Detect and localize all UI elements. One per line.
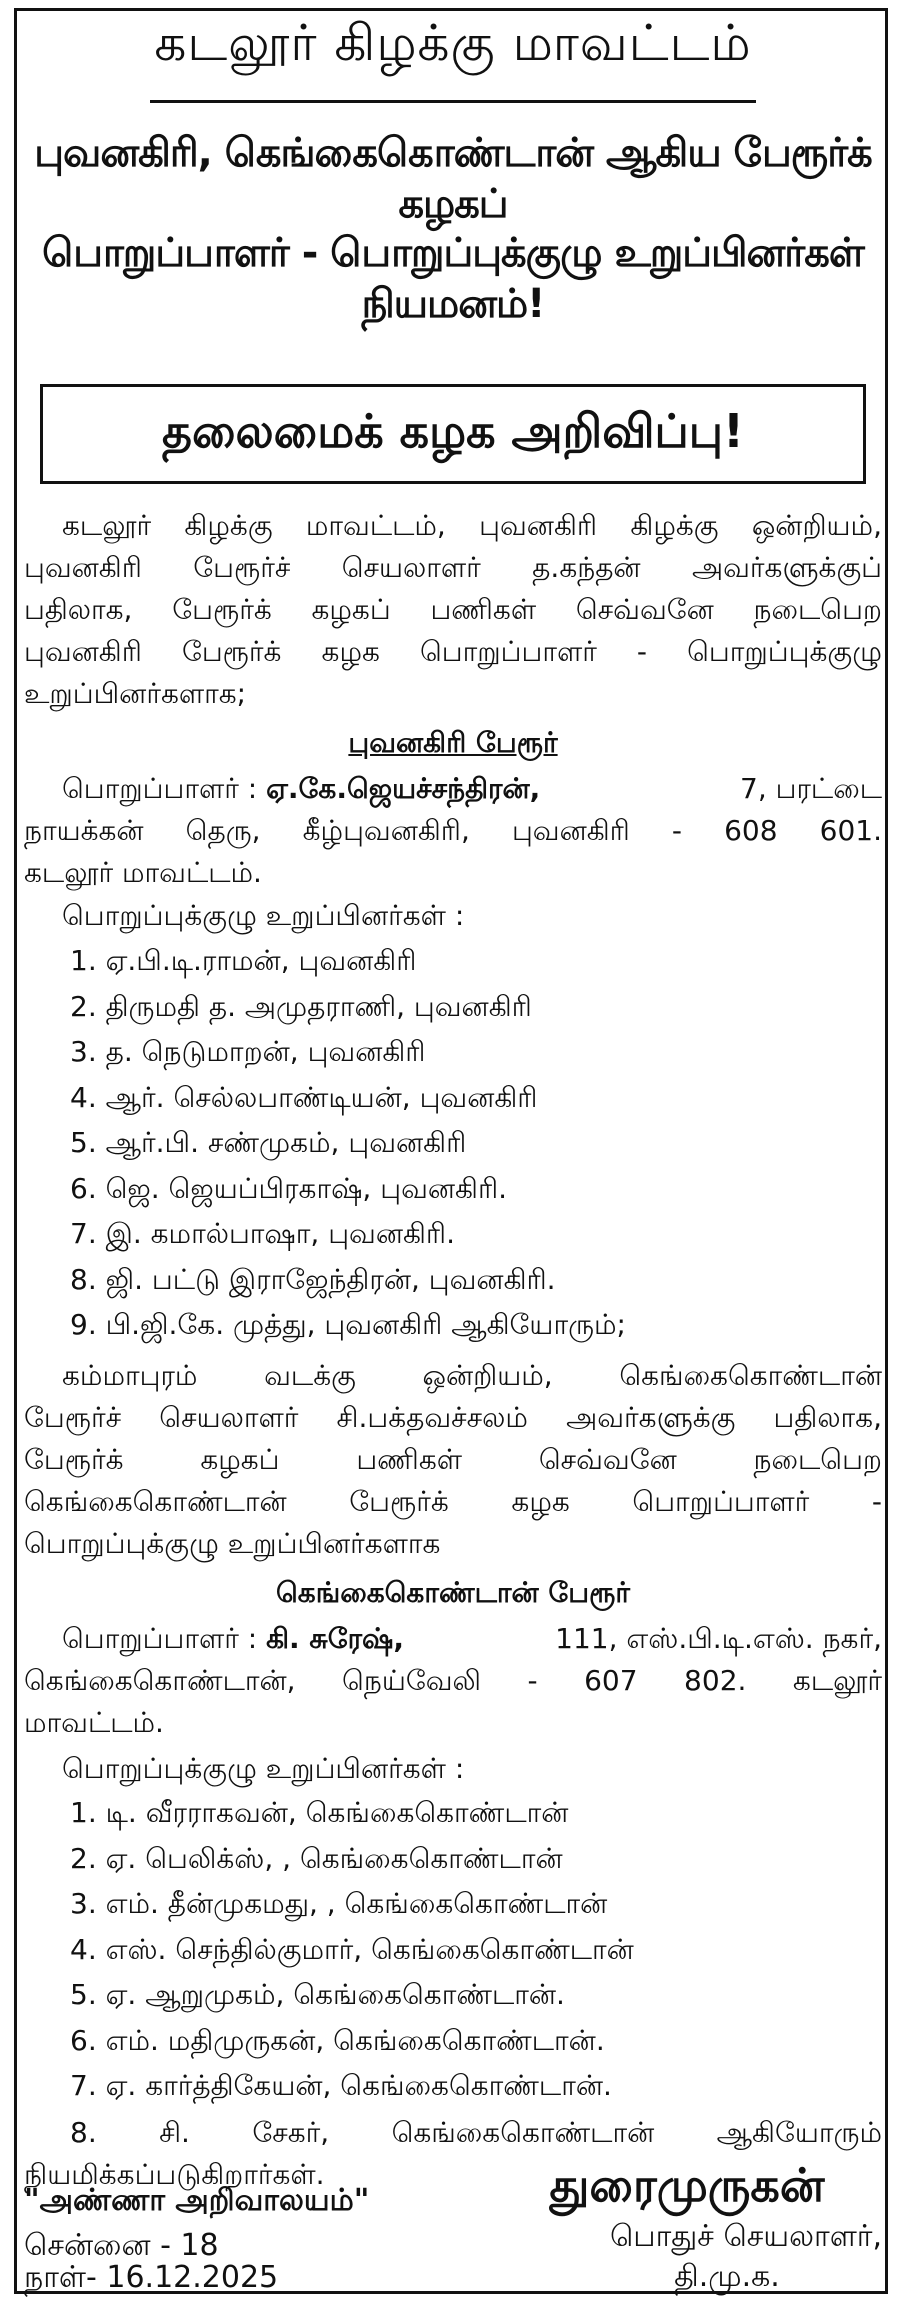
signatory-party: தி.மு.க. <box>674 2259 780 2294</box>
intro-paragraph <box>24 505 882 715</box>
section2-heading: கெங்கைகொண்டான் பேரூர் <box>275 1576 630 1609</box>
list-item: 8. ஜி. பட்டு இராஜேந்திரன், புவனகிரி. <box>70 1262 556 1296</box>
list-item: 8. சி. சேகர், கெங்கைகொண்டான் ஆகியோரும் <box>70 2116 882 2149</box>
list-item: 7. ஏ. கார்த்திகேயன், கெங்கைகொண்டான். <box>70 2069 612 2102</box>
list-item: 4. ஆர். செல்லபாண்டியன், புவனகிரி <box>70 1080 538 1114</box>
list-item: 5. ஏ. ஆறுமுகம், கெங்கைகொண்டான். <box>70 1978 565 2011</box>
list-item: 5. ஆர்.பி. சண்முகம், புவனகிரி <box>70 1126 467 1159</box>
signatory-designation: பொதுச் செயலாளர், <box>609 2219 882 2254</box>
list-item: 3. த. நெடுமாறன், புவனகிரி <box>70 1035 426 1068</box>
mid-line: பேரூர்க் கழகப் பணிகள் செவ்வனே நடைபெற <box>24 1443 882 1476</box>
intro-line: கடலூர் கிழக்கு மாவட்டம், புவனகிரி கிழக்கு ஒன்றியம், <box>62 509 882 542</box>
section2-incharge <box>24 1618 882 1744</box>
members-label: பொறுப்புக்குழு உறுப்பினர்கள் : <box>62 1752 465 1785</box>
mid-paragraph <box>24 1355 882 1565</box>
incharge-label: பொறுப்பாளர் : <box>62 1622 258 1655</box>
closing-line: நியமிக்கப்படுகிறார்கள். <box>24 2158 325 2191</box>
incharge-address: 7, பரட்டை <box>740 772 882 805</box>
incharge-address: 111, எஸ்.பி.டி.எஸ். நகர், <box>555 1622 882 1655</box>
list-item: 1. டி. வீரராகவன், கெங்கைகொண்டான் <box>70 1796 569 1829</box>
mid-line: கெங்கைகொண்டான் பேரூர்க் கழக பொறுப்பாளர் - <box>24 1485 882 1518</box>
district-title: கடலூர் கிழக்கு மாவட்டம் <box>154 14 752 72</box>
signatory-name: துரைமுருகன் <box>549 2158 825 2212</box>
list-item: 7. இ. கமால்பாஷா, புவனகிரி. <box>70 1217 455 1250</box>
intro-line: புவனகிரி பேரூர்ச் செயலாளர் த.கந்தன் அவர்களுக்குப் <box>24 551 882 584</box>
incharge-address: நாயக்கன் தெரு, கீழ்புவனகிரி, புவனகிரி - 608 601. <box>24 814 882 847</box>
incharge-name: ஏ.கே.ஜெயச்சந்திரன், <box>266 772 541 805</box>
intro-line: புவனகிரி பேரூர்க் கழக பொறுப்பாளர் - பொறுப்புக்குழு <box>24 635 883 668</box>
list-item: 4. எஸ். செந்தில்குமார், கெங்கைகொண்டான் <box>70 1932 634 1966</box>
headline-line-1: புவனகிரி, கெங்கைகொண்டான் ஆகிய பேரூர்க் கழகப் <box>34 130 872 227</box>
headline-line-2: பொறுப்பாளர் - பொறுப்புக்குழு உறுப்பினர்கள் நியமனம்! <box>42 230 864 327</box>
announcement-title: தலைமைக் கழக அறிவிப்பு! <box>161 403 744 458</box>
list-item: 2. திருமதி த. அமுதராணி, புவனகிரி <box>70 989 532 1023</box>
mid-line: பேரூர்ச் செயலாளர் சி.பக்தவச்சலம் அவர்களுக்கு பதிலாக, <box>24 1401 882 1434</box>
signature-block <box>492 2155 882 2295</box>
mid-line: கம்மாபுரம் வடக்கு ஒன்றியம், கெங்கைகொண்டான் <box>62 1359 882 1392</box>
mid-line: பொறுப்புக்குழு உறுப்பினர்களாக <box>24 1527 441 1560</box>
incharge-label: பொறுப்பாளர் : <box>62 772 258 805</box>
list-item: 9. பி.ஜி.கே. முத்து, புவனகிரி ஆகியோரும்; <box>70 1308 626 1341</box>
incharge-address: கெங்கைகொண்டான், நெய்வேலி - 607 802. கடலூர் <box>24 1664 882 1697</box>
announcement-box <box>40 384 866 484</box>
members-label: பொறுப்புக்குழு உறுப்பினர்கள் : <box>62 899 465 932</box>
footer-city: சென்னை - 18 <box>24 2228 219 2263</box>
incharge-address: கடலூர் மாவட்டம். <box>24 856 262 889</box>
title-divider <box>150 100 756 103</box>
incharge-address: மாவட்டம். <box>24 1706 164 1739</box>
intro-line: உறுப்பினர்களாக; <box>24 677 247 710</box>
section1-heading: புவனகிரி பேரூர் <box>348 726 558 759</box>
list-item: 3. எம். தீன்முகமது, , கெங்கைகொண்டான் <box>70 1887 608 1920</box>
footer-date: நாள்- 16.12.2025 <box>24 2260 279 2295</box>
section1-incharge <box>24 768 882 894</box>
incharge-name: கி. சுரேஷ், <box>266 1622 405 1655</box>
list-item: 6. ஜெ. ஜெயப்பிரகாஷ், புவனகிரி. <box>70 1171 508 1205</box>
footer-place: "அண்ணா அறிவாலயம்" <box>24 2183 370 2218</box>
list-item: 6. எம். மதிமுருகன், கெங்கைகொண்டான். <box>70 2023 605 2057</box>
section2-members <box>70 1790 876 2109</box>
intro-line: பதிலாக, பேரூர்க் கழகப் பணிகள் செவ்வனே நடைபெற <box>24 593 882 626</box>
section1-members <box>70 938 876 1348</box>
list-item: 2. ஏ. பெலிக்ஸ், , கெங்கைகொண்டான் <box>70 1841 563 1875</box>
list-item: 1. ஏ.பி.டி.ராமன், புவனகிரி <box>70 944 417 977</box>
